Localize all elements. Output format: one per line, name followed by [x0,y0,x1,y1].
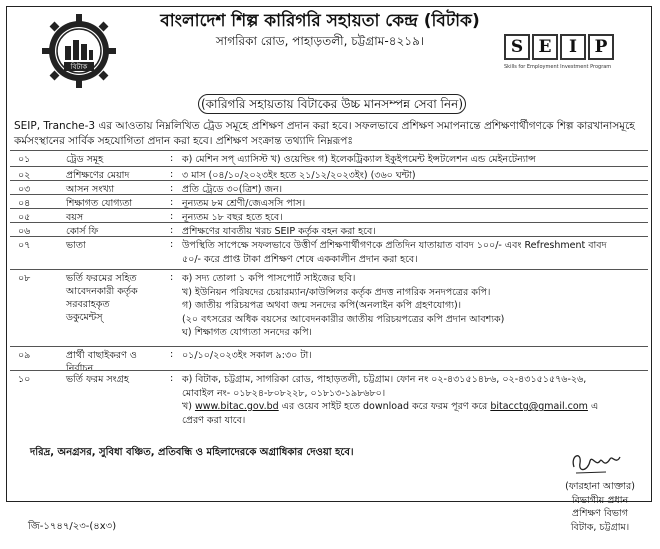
row-label-line: কোর্স ফি [66,226,99,237]
row-label-line: শিক্ষাগত যোগ্যতা [66,198,133,209]
row-label [66,349,162,375]
row-divider [10,194,648,195]
row-label-line: সরবরাহকৃত [66,299,110,310]
signatory-department: প্রশিক্ষণ বিভাগ [572,508,628,519]
row-value [182,272,648,340]
row-divider [10,166,648,167]
row-value [182,239,648,266]
row-value-line: মোবাইল নং- ০১৮২৪-৮০৮২২৮, ০১৮১৩-১৯৮৬৮০। [182,387,386,399]
row-value-line: গ) জাতীয় পরিচয়পত্র অথবা জন্ম সনদের কপি(অনলাইন কপি গ্রহণযোগ্য)। [182,300,462,311]
row-label-line: বয়স [66,212,84,223]
row-value [182,373,648,427]
row-divider [10,236,648,237]
row-number: ০১ [18,154,31,165]
row-colon: : [170,153,174,164]
row-divider [10,150,648,151]
row-number: ০৭ [18,240,31,251]
row-colon: : [170,349,174,360]
bitac-logo-icon [40,12,118,90]
intro-line: SEIP, Tranche-3 এর আওতায় নিম্নলিখিত ট্রেড সমূহে প্রশিক্ষণ প্রদান করা হবে। সফলভাবে প্রশিক্ষণ সমাপনান্তে প্রশিক্ষণার্থীগণকে শিল্প কারখানাসমূহে [14,120,635,132]
row-number: ০২ [18,170,31,181]
row-value [182,349,648,363]
row-divider [10,370,648,371]
row-value [182,153,648,167]
seip-wordmark: S E I P [504,34,644,60]
row-value-line: (২০ বৎসরের অধিক বয়সের আবেদনকারীর জাতীয় পরিচয়পত্রের কপি প্রদান আবশ্যক) [182,313,505,325]
row-label-line: প্রার্থী বাছাইকরণ ও [66,350,137,361]
row-number: ১০ [18,374,31,385]
org-address: সাগরিকা রোড, পাহাড়তলী, চট্টগ্রাম-৪২১৯। [215,34,425,48]
row-label [66,153,162,166]
row-divider [10,346,648,347]
row-colon: : [170,225,174,236]
intro-line: কর্মসংস্থানের সার্বিক সহযোগিতা প্রদান করা হবে। প্রশিক্ষণ সংক্রান্ত তথ্যাদি নিম্নরূপঃ [14,135,354,147]
row-number: ০৮ [18,273,31,284]
row-label-line: ভাতা [66,240,86,251]
service-banner: (কারিগরি সহায়তায় বিটাকের উচ্চ মানসম্পন্ন সেবা নিন) [198,94,466,114]
row-value-line: ৫০/- করে প্রাপ্ত টাকা প্রশিক্ষণ শেষে এককালীন প্রদান করা হবে। [182,253,418,265]
row-value-line: প্রতি ট্রেডে ৩০(ত্রিশ) জন। [182,184,283,195]
row-colon: : [170,272,174,283]
seip-logo [504,34,644,80]
row-divider [10,180,648,181]
row-label-line: আবেদনকারী কর্তৃক [66,286,138,297]
row-value-line: উপস্থিতি সাপেক্ষে সফলভাবে উত্তীর্ণ প্রশিক্ষণার্থীগণকে প্রতিদিন যাতায়াত বাবদ ১০০/- এবং Refreshment বাবদ [182,240,607,251]
signature-icon [566,445,626,479]
row-value-line: প্রেরণ করা যাবে। [182,414,246,426]
row-number: ০৪ [18,198,31,209]
row-label-line: প্রশিক্ষণের মেয়াদ [66,170,130,181]
row-value-line: খ) ইউনিয়ন পরিষদের চেয়ারম্যান/কাউন্সিলর কর্তৃক প্রদত্ত নাগরিক সনদপত্রের কপি। [182,286,491,298]
row-label-line: ভর্তি ফরমের সহিত [66,273,137,284]
row-colon: : [170,183,174,194]
row-colon: : [170,169,174,180]
row-colon: : [170,211,174,222]
row-number: ০৯ [18,350,31,361]
row-label-line: নির্বাচন [66,363,94,374]
row-number: ০৫ [18,212,31,223]
row-divider [10,269,648,270]
website-link[interactable]: www.bitac.gov.bd [194,401,279,412]
priority-note: দরিদ্র, অনগ্রসর, সুবিধা বঞ্চিত, প্রতিবন্ধি ও মহিলাদেরকে অগ্রাধিকার দেওয়া হবে। [30,447,354,458]
row-value-line: নূন্যতম ১৮ বছর হতে হবে। [182,212,283,223]
row-number: ০৬ [18,226,31,237]
email-link[interactable]: bitacctg@gmail.com [490,401,588,412]
signatory-title: বিভাগীয় প্রধান [571,494,629,506]
row-value-line: ক) সদ্য তোলা ১ কপি পাসপোর্ট সাইজের ছবি। [182,273,356,284]
row-label-line: ট্রেড সমূহ [66,154,104,165]
row-value-line: ০১/১০/২০২৩ইং সকাল ৯:৩০ টা। [182,350,312,361]
row-number: ০৩ [18,184,31,195]
logo-text: বিটাক [70,63,88,71]
seip-subtitle: Skills for Employment Investment Program [504,64,612,70]
signatory-name: (ফারহানা আক্তার) [565,481,635,492]
intro-paragraph [14,119,646,149]
row-value-line: ঘ) শিক্ষাগত যোগ্যতা সনদের কপি। [182,327,312,338]
row-label-line: আসন সংখ্যা [66,184,115,195]
header [120,10,520,50]
row-colon: : [170,239,174,250]
row-label-line: ভর্তি ফরম সংগ্রহ [66,374,129,385]
row-label [66,373,162,386]
signatory-block [540,480,660,534]
row-colon: : [170,373,174,384]
row-value-line: ক) মেশিন সপ্ এ্যাসিস্ট খ) ওয়েল্ডিং গ) ইলেকট্রিক্যাল ইকুইপমেন্ট ইন্সটলেশন এন্ড মেইনটেন্যান্স [182,154,536,165]
row-colon: : [170,197,174,208]
row-value-line: খ) www.bitac.gov.bd এর ওয়েব সাইট হতে download করে ফরম পূরণ করে bitacctg@gmail.com এ [182,401,599,412]
reference-code: জি-১৭৪৭/২৩-(৪x৩) [28,521,117,532]
row-label-line: ডকুমেন্টস্ [66,312,103,323]
row-divider [10,222,648,223]
row-value-line: ৩ মাস (০৪/১০/২০২৩ইং হতে ২১/১২/২০২৩ইং) (৩৬০ ঘন্টা) [182,170,416,181]
row-value-line: নূন্যতম ৮ম শ্রেণী/জেএসসি পাস। [182,198,306,209]
row-label [66,239,162,252]
row-label [66,272,162,324]
row-value-line: প্রশিক্ষণের যাবতীয় খরচ SEIP কর্তৃক বহন করা হবে। [182,226,376,237]
org-title: বাংলাদেশ শিল্প কারিগরি সহায়তা কেন্দ্র (বিটাক) [160,11,480,31]
row-value-line: ক) বিটাক, চট্টগ্রাম, সাগরিকা রোড, পাহাড়তলী, চট্টগ্রাম। ফোন নং ০২-৪৩১৫১৪৮৬, ০২-৪৩১৫১৫৭৬-২৬, [182,374,587,385]
signatory-org: বিটাক, চট্টগ্রাম। [570,521,630,533]
row-divider [10,208,648,209]
